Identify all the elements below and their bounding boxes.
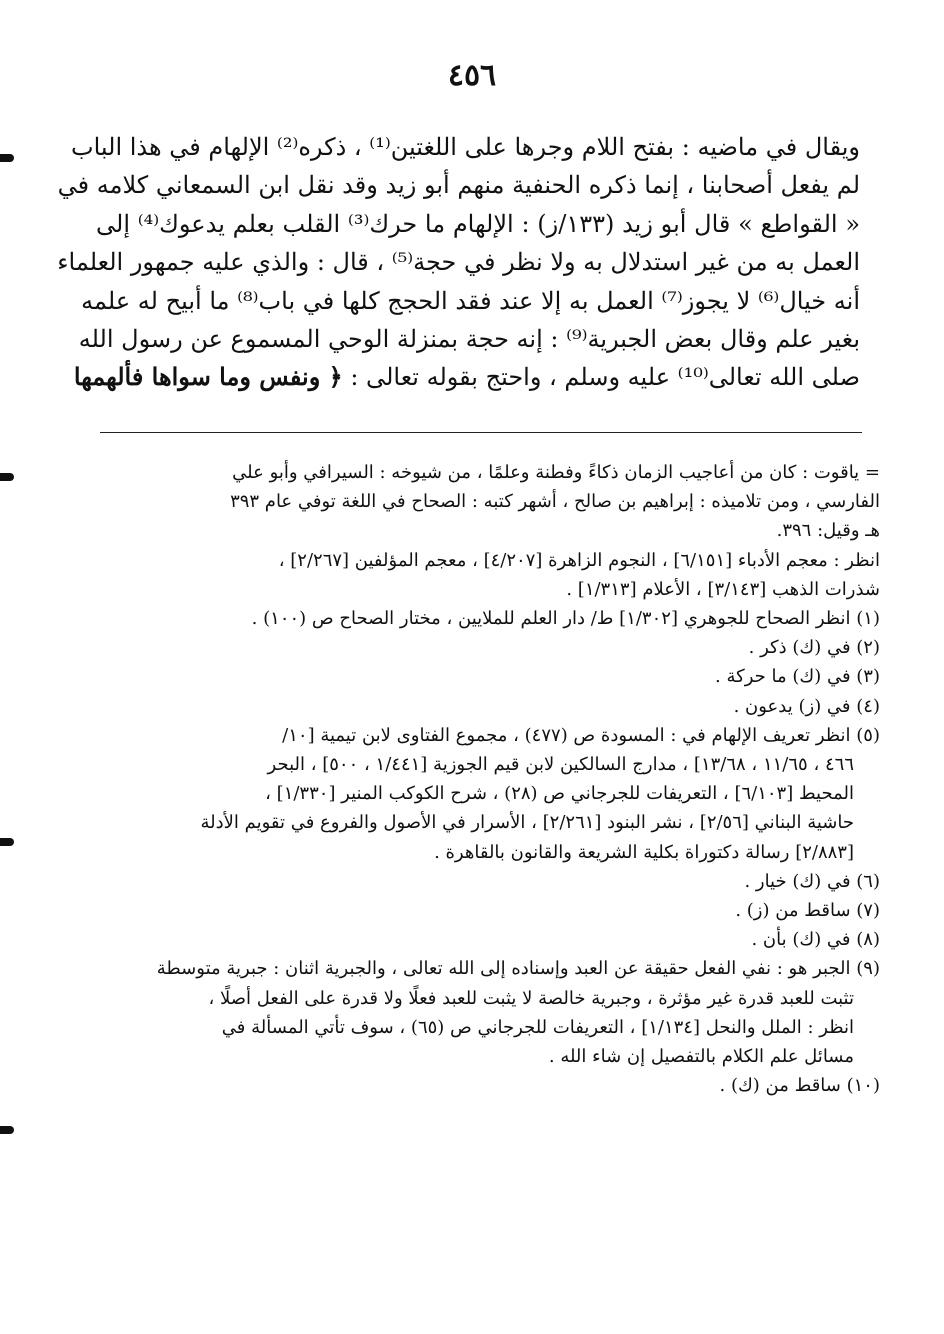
main-text-line: ويقال في ماضيه : بفتح اللام وجرها على اللغتين⁽¹⁾ ، ذكره⁽²⁾ الإلهام في هذا الباب bbox=[70, 133, 860, 161]
main-text-line: أنه خيال⁽⁶⁾ لا يجوز⁽⁷⁾ العمل به إلا عند فقد الحجج كلها في باب⁽⁸⁾ ما أبيح له علمه bbox=[81, 286, 860, 315]
page-number: ٤٥٦ bbox=[447, 58, 497, 93]
footnote-line: (١) انظر الصحاح للجوهري [١/٣٠٢] ط/ دار العلم للملايين ، مختار الصحاح ص (١٠٠) . bbox=[251, 608, 880, 630]
footnote-line: حاشية البناني [٢/٥٦] ، نشر البنود [٢/٢٦١] ، الأسرار في الأصول والفروع في تقويم الأدلة bbox=[200, 812, 854, 834]
footnote-1 bbox=[100, 604, 880, 633]
main-text-line-last-text: صلى الله تعالى⁽¹⁰⁾ عليه وسلم ، واحتج بقوله تعالى : bbox=[350, 363, 860, 392]
main-text-line-last bbox=[73, 358, 860, 396]
footnote-line: تثبت للعبد قدرة غير مؤثرة ، وجبرية خالصة لا يثبت للعبد فعلًا ولا قدرة على الفعل أصلًا ، bbox=[208, 987, 854, 1009]
main-text-line: بغير علم وقال بعض الجبرية⁽⁹⁾ : إنه حجة بمنزلة الوحي المسموع عن رسول الله bbox=[78, 324, 860, 353]
footnote-line: (١٠) ساقط من (ك) . bbox=[719, 1075, 880, 1097]
main-text bbox=[57, 128, 860, 397]
footnote-line: مسائل علم الكلام بالتفصيل إن شاء الله . bbox=[548, 1046, 854, 1068]
footnote-sources bbox=[100, 546, 880, 604]
quran-quote: ﴿ ونفس وما سواها فألهمها bbox=[73, 362, 343, 392]
main-text-line: العمل به من غير استدلال به ولا نظر في حجة⁽⁵⁾ ، قال : والذي عليه جمهور العلماء bbox=[57, 248, 860, 277]
footnote-line: (٧) ساقط من (ز) . bbox=[735, 900, 880, 922]
footnote-line: (٣) في (ك) ما حركة . bbox=[715, 666, 880, 688]
footnote-line: (٩) الجبر هو : نفي الفعل حقيقة عن العبد وإسناده إلى الله تعالى ، والجبرية اثنان : جبرية متوسطة bbox=[156, 958, 880, 980]
footnote-line: = ياقوت : كان من أعاجيب الزمان ذكاءً وفطنة وعلمًا ، من شيوخه : السيرافي وأبو علي bbox=[232, 462, 880, 483]
footnote-separator bbox=[100, 432, 862, 433]
main-text-line: لم يفعل أصحابنا ، إنما ذكره الحنفية منهم أبو زيد وقد نقل ابن السمعاني كلامه في bbox=[57, 171, 860, 200]
footnote-line: هـ وقيل: ٣٩٦. bbox=[776, 520, 880, 542]
footnote-line: انظر : معجم الأدباء [٦/١٥١] ، النجوم الزاهرة [٤/٢٠٧] ، معجم المؤلفين [٢/٢٦٧] ، bbox=[278, 549, 880, 571]
footnote-line: ٤٦٦ ، ١١/٦٥ ، ١٣/٦٨] ، مدارج السالكين لابن قيم الجوزية [١/٤٤١ ، ٥٠٠] ، البحر bbox=[267, 754, 854, 776]
footnote-line: (٥) انظر تعريف الإلهام في : المسودة ص (٤٧٧) ، مجموع الفتاوى لابن تيمية [١٠/ bbox=[282, 724, 880, 746]
footnote-line: المحيط [٦/١٠٣] ، التعريفات للجرجاني ص (٢٨) ، شرح الكوكب المنير [١/٣٣٠] ، bbox=[265, 783, 854, 805]
footnote-line: انظر : الملل والنحل [١/١٣٤] ، التعريفات للجرجاني ص (٦٥) ، سوف تأتي المسألة في bbox=[221, 1016, 854, 1038]
footnote-10 bbox=[100, 1071, 880, 1100]
main-text-line: « القواطع » قال أبو زيد (١٣٣/ز) : الإلهام ما حرك⁽³⁾ القلب بعلم يدعوك⁽⁴⁾ إلى bbox=[96, 209, 860, 238]
footnote-7 bbox=[100, 896, 880, 925]
footnote-5 bbox=[100, 721, 880, 867]
footnote-4 bbox=[100, 692, 880, 721]
scan-edge-mark bbox=[0, 1126, 14, 1134]
footnote-9 bbox=[100, 954, 880, 1071]
footnotes bbox=[100, 458, 880, 1100]
footnote-line: (٤) في (ز) يدعون . bbox=[733, 695, 880, 717]
footnote-line: (٦) في (ك) خيار . bbox=[744, 870, 880, 892]
footnote-line: (٢) في (ك) ذكر . bbox=[748, 637, 880, 659]
scan-edge-mark bbox=[0, 154, 14, 162]
footnote-2 bbox=[100, 633, 880, 662]
footnote-line: (٨) في (ك) بأن . bbox=[751, 929, 880, 951]
footnote-3 bbox=[100, 662, 880, 691]
scan-edge-mark bbox=[0, 838, 14, 846]
footnote-continuation bbox=[100, 458, 880, 546]
footnote-line: [٢/٨٨٣] رسالة دكتوراة بكلية الشريعة والقانون بالقاهرة . bbox=[434, 841, 854, 863]
footnote-line: الفارسي ، ومن تلاميذه : إبراهيم بن صالح ، أشهر كتبه : الصحاح في اللغة توفي عام ٣٩٣ bbox=[230, 491, 880, 513]
footnote-line: شذرات الذهب [٣/١٤٣] ، الأعلام [١/٣١٣] . bbox=[566, 578, 880, 600]
footnote-6 bbox=[100, 867, 880, 896]
footnote-8 bbox=[100, 925, 880, 954]
scan-edge-mark bbox=[0, 473, 14, 481]
